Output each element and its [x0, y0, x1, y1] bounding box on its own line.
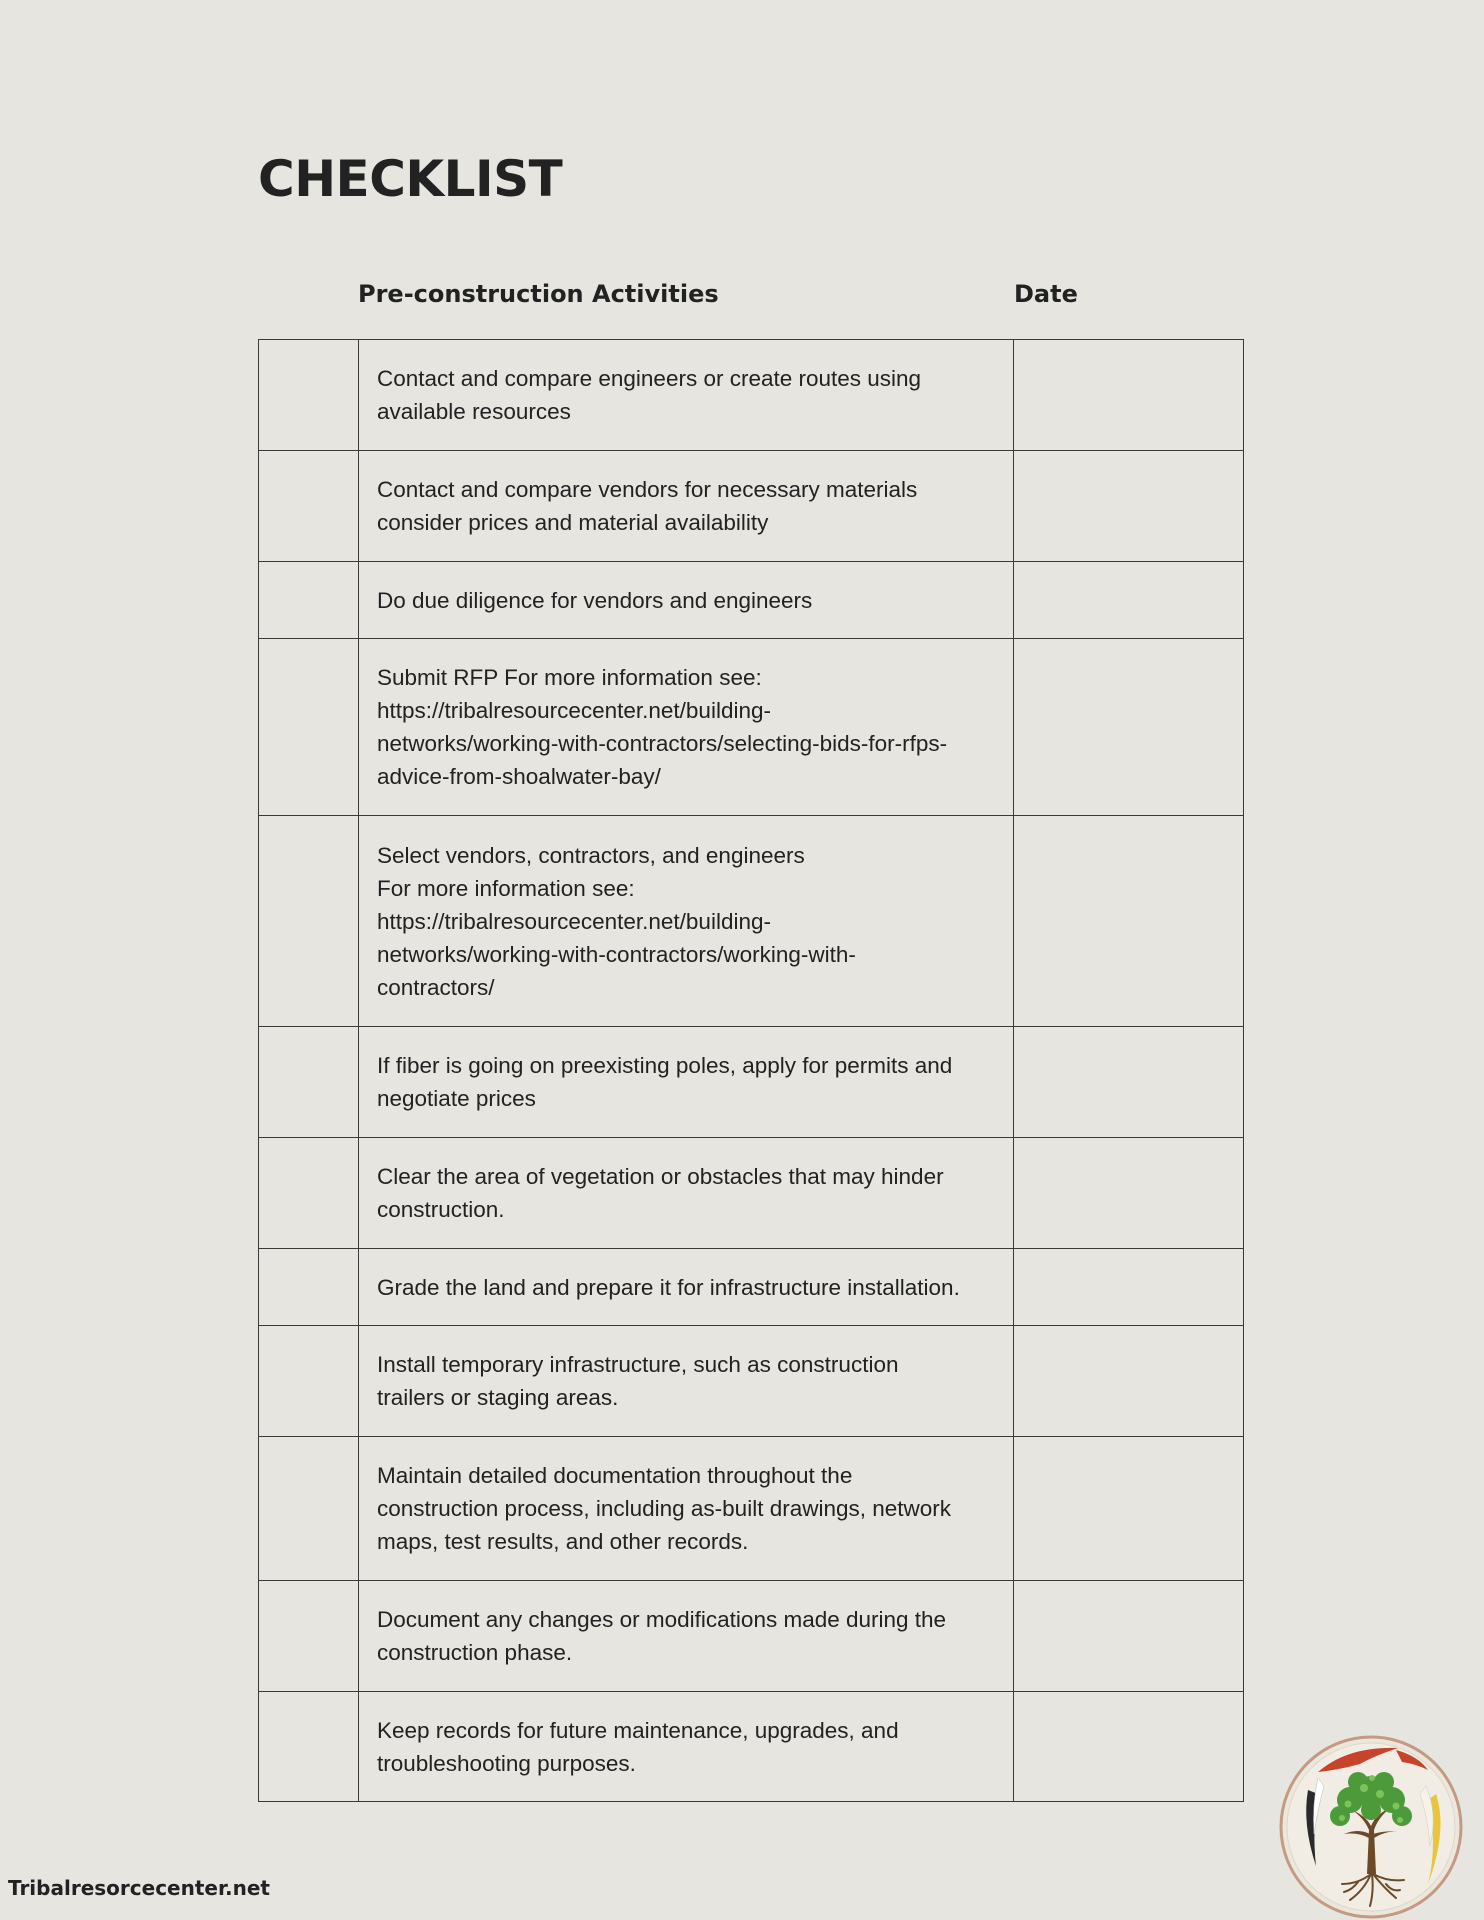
- checklist-row: [259, 1437, 1244, 1581]
- checklist-table: [258, 339, 1244, 1802]
- checklist-row: [259, 451, 1244, 562]
- activity-cell: [359, 1027, 1014, 1138]
- activity-text: Document any changes or modifications made during the construction phase.: [377, 1607, 947, 1665]
- checklist-row: [259, 1138, 1244, 1249]
- date-cell[interactable]: [1014, 1692, 1244, 1802]
- footer-website: Tribalresorcecenter.net: [8, 1876, 270, 1900]
- checklist-row: [259, 816, 1244, 1027]
- activity-text: Clear the area of vegetation or obstacles that may hinder construction.: [377, 1164, 944, 1222]
- date-cell[interactable]: [1014, 1027, 1244, 1138]
- checklist-row: [259, 1692, 1244, 1802]
- checkbox-cell[interactable]: [259, 816, 359, 1027]
- date-cell[interactable]: [1014, 1326, 1244, 1437]
- column-header-date: Date: [1014, 280, 1078, 308]
- activity-text: Maintain detailed documentation throughout the construction process, including as-built drawings, network maps, test results, and other records.: [377, 1463, 952, 1554]
- checkbox-cell[interactable]: [259, 562, 359, 639]
- tree-of-life-logo-icon: [1278, 1734, 1464, 1920]
- checkbox-cell[interactable]: [259, 1437, 359, 1581]
- activity-text: Do due diligence for vendors and engineers: [377, 587, 813, 613]
- activity-cell: [359, 340, 1014, 451]
- activity-text: Keep records for future maintenance, upgrades, and troubleshooting purposes.: [377, 1717, 899, 1776]
- date-cell[interactable]: [1014, 1138, 1244, 1249]
- activity-cell: [359, 639, 1014, 816]
- activity-cell: [359, 1581, 1014, 1692]
- checkbox-cell[interactable]: [259, 451, 359, 562]
- date-cell[interactable]: [1014, 451, 1244, 562]
- activity-text: Submit RFP For more information see: https://tribalresourcecenter.net/building- networks/working-with-contractors/selecting-bids-for-rfps- advice-from-shoalwater-bay/: [377, 665, 948, 789]
- activity-cell: [359, 562, 1014, 639]
- checklist-row: [259, 1581, 1244, 1692]
- activity-text: Select vendors, contractors, and engineers For more information see: https://tribalresourcecenter.net/building- networks/working-with-contractors/working-with- contractors/: [377, 842, 856, 1000]
- activity-cell: [359, 1692, 1014, 1802]
- date-cell[interactable]: [1014, 1437, 1244, 1581]
- page-title: CHECKLIST: [258, 150, 563, 208]
- activity-cell: [359, 1326, 1014, 1437]
- activity-cell: [359, 816, 1014, 1027]
- checkbox-cell[interactable]: [259, 1027, 359, 1138]
- activity-text: If fiber is going on preexisting poles, apply for permits and negotiate prices: [377, 1053, 953, 1111]
- checklist-row: [259, 1249, 1244, 1326]
- activity-cell: [359, 1437, 1014, 1581]
- activity-cell: [359, 1249, 1014, 1326]
- date-cell[interactable]: [1014, 639, 1244, 816]
- date-cell[interactable]: [1014, 1581, 1244, 1692]
- checkbox-cell[interactable]: [259, 1326, 359, 1437]
- activity-text: Contact and compare engineers or create routes using available resources: [377, 366, 922, 424]
- checkbox-cell[interactable]: [259, 639, 359, 816]
- activity-cell: [359, 1138, 1014, 1249]
- activity-cell: [359, 451, 1014, 562]
- checkbox-cell[interactable]: [259, 1138, 359, 1249]
- activity-text: Contact and compare vendors for necessary materials consider prices and material availability: [377, 477, 918, 535]
- checklist-row: [259, 340, 1244, 451]
- date-cell[interactable]: [1014, 816, 1244, 1027]
- checkbox-cell[interactable]: [259, 340, 359, 451]
- checkbox-cell[interactable]: [259, 1581, 359, 1692]
- activity-text: Install temporary infrastructure, such as construction trailers or staging areas.: [377, 1352, 899, 1410]
- date-cell[interactable]: [1014, 562, 1244, 639]
- checklist-row: [259, 1326, 1244, 1437]
- checklist-row: [259, 1027, 1244, 1138]
- column-header-activities: Pre-construction Activities: [358, 280, 719, 308]
- date-cell[interactable]: [1014, 1249, 1244, 1326]
- checklist-row: [259, 562, 1244, 639]
- date-cell[interactable]: [1014, 340, 1244, 451]
- checkbox-cell[interactable]: [259, 1692, 359, 1802]
- checklist-row: [259, 639, 1244, 816]
- checkbox-cell[interactable]: [259, 1249, 359, 1326]
- activity-text: Grade the land and prepare it for infrastructure installation.: [377, 1274, 960, 1300]
